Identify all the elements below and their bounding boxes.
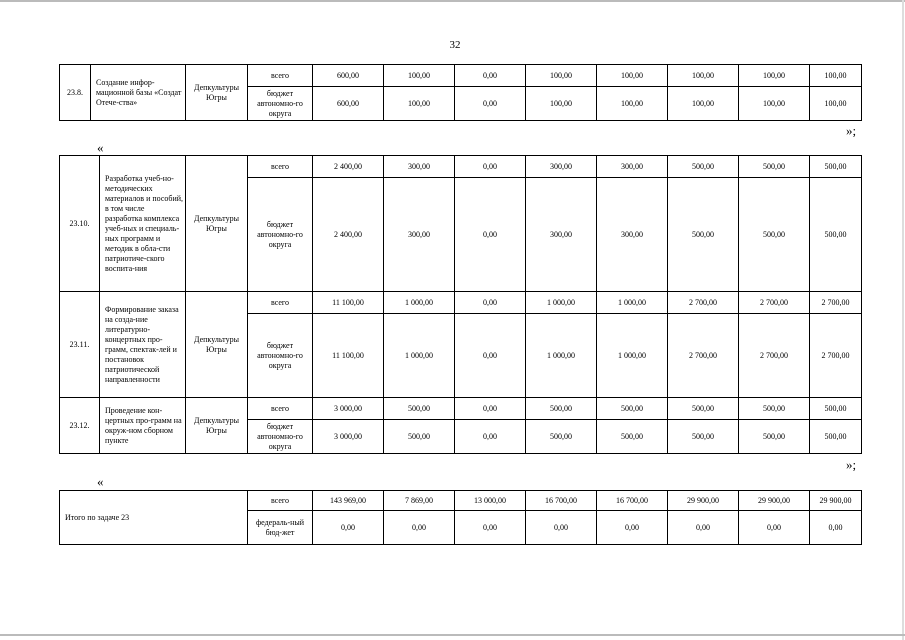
amount-cell: 100,00 <box>810 65 862 87</box>
executor-name: Депкультуры Югры <box>186 398 248 454</box>
amount-cell: 500,00 <box>526 420 597 454</box>
funding-source: всего <box>248 292 313 314</box>
amount-cell: 300,00 <box>526 178 597 292</box>
amount-cell: 11 100,00 <box>313 292 384 314</box>
amount-cell: 2 700,00 <box>739 314 810 398</box>
table-row <box>60 65 862 87</box>
amount-cell: 2 400,00 <box>313 178 384 292</box>
table-row <box>60 491 862 511</box>
amount-cell: 500,00 <box>384 398 455 420</box>
amount-cell: 0,00 <box>739 511 810 545</box>
amount-cell: 16 700,00 <box>597 491 668 511</box>
amount-cell: 29 900,00 <box>739 491 810 511</box>
amount-cell: 0,00 <box>810 511 862 545</box>
amount-cell: 3 000,00 <box>313 398 384 420</box>
table-block-3 <box>59 490 862 545</box>
amount-cell: 500,00 <box>810 420 862 454</box>
opening-quote-2: « <box>97 474 104 489</box>
amount-cell: 0,00 <box>455 292 526 314</box>
amount-cell: 500,00 <box>597 420 668 454</box>
total-label: Итого по задаче 23 <box>60 491 248 545</box>
amount-cell: 100,00 <box>526 65 597 87</box>
row-number: 23.8. <box>60 65 91 121</box>
row-number: 23.11. <box>60 292 100 398</box>
funding-source: бюджет автономно-го округа <box>248 87 313 121</box>
amount-cell: 3 000,00 <box>313 420 384 454</box>
amount-cell: 500,00 <box>597 398 668 420</box>
amount-cell: 500,00 <box>810 156 862 178</box>
amount-cell: 1 000,00 <box>597 292 668 314</box>
amount-cell: 500,00 <box>739 420 810 454</box>
opening-quote-1: « <box>97 140 104 155</box>
table-block-1 <box>59 64 862 121</box>
amount-cell: 0,00 <box>455 87 526 121</box>
table-row <box>60 398 862 420</box>
amount-cell: 100,00 <box>526 87 597 121</box>
funding-source: федераль-ный бюд-жет <box>248 511 313 545</box>
amount-cell: 1 000,00 <box>597 314 668 398</box>
amount-cell: 0,00 <box>597 511 668 545</box>
amount-cell: 600,00 <box>313 87 384 121</box>
closing-quote-2: »; <box>846 457 857 472</box>
amount-cell: 0,00 <box>455 314 526 398</box>
amount-cell: 1 000,00 <box>526 292 597 314</box>
activity-name: Проведение кон-цертных про-грамм на окруж-ном сборном пункте <box>100 398 186 454</box>
amount-cell: 1 000,00 <box>384 314 455 398</box>
amount-cell: 100,00 <box>384 87 455 121</box>
table-block-2 <box>59 155 862 454</box>
amount-cell: 300,00 <box>384 178 455 292</box>
amount-cell: 100,00 <box>597 87 668 121</box>
amount-cell: 0,00 <box>526 511 597 545</box>
amount-cell: 2 700,00 <box>739 292 810 314</box>
executor-name: Депкультуры Югры <box>186 156 248 292</box>
amount-cell: 500,00 <box>739 178 810 292</box>
amount-cell: 500,00 <box>384 420 455 454</box>
amount-cell: 0,00 <box>455 156 526 178</box>
amount-cell: 500,00 <box>739 398 810 420</box>
amount-cell: 100,00 <box>597 65 668 87</box>
amount-cell: 2 700,00 <box>810 292 862 314</box>
amount-cell: 0,00 <box>384 511 455 545</box>
amount-cell: 100,00 <box>668 87 739 121</box>
table-row <box>60 156 862 178</box>
amount-cell: 0,00 <box>455 511 526 545</box>
amount-cell: 300,00 <box>597 178 668 292</box>
amount-cell: 500,00 <box>526 398 597 420</box>
amount-cell: 0,00 <box>313 511 384 545</box>
amount-cell: 29 900,00 <box>668 491 739 511</box>
activity-name: Разработка учеб-но-методических материалов и пособий, в том числе разработка комплекса учеб-ных и специаль-ных программ и методик в обла-сти патриотиче-ского воспита-ния <box>100 156 186 292</box>
funding-source: бюджет автономно-го округа <box>248 314 313 398</box>
activity-name: Создание инфор-мационной базы «Создат Отече-ства» <box>91 65 186 121</box>
amount-cell: 1 000,00 <box>384 292 455 314</box>
funding-source: бюджет автономно-го округа <box>248 420 313 454</box>
amount-cell: 100,00 <box>739 87 810 121</box>
amount-cell: 7 869,00 <box>384 491 455 511</box>
amount-cell: 100,00 <box>384 65 455 87</box>
amount-cell: 1 000,00 <box>526 314 597 398</box>
amount-cell: 300,00 <box>384 156 455 178</box>
funding-source: бюджет автономно-го округа <box>248 178 313 292</box>
table-row <box>60 292 862 314</box>
amount-cell: 0,00 <box>455 398 526 420</box>
amount-cell: 0,00 <box>455 420 526 454</box>
amount-cell: 500,00 <box>668 420 739 454</box>
amount-cell: 2 700,00 <box>810 314 862 398</box>
amount-cell: 500,00 <box>810 398 862 420</box>
amount-cell: 0,00 <box>668 511 739 545</box>
amount-cell: 500,00 <box>668 178 739 292</box>
closing-quote-1: »; <box>846 123 857 138</box>
amount-cell: 2 700,00 <box>668 314 739 398</box>
activity-name: Формирование заказа на созда-ние литературно-концертных про-грамм, спектак-лей и постановок патриотической направленности <box>100 292 186 398</box>
amount-cell: 600,00 <box>313 65 384 87</box>
amount-cell: 500,00 <box>810 178 862 292</box>
amount-cell: 2 400,00 <box>313 156 384 178</box>
amount-cell: 100,00 <box>739 65 810 87</box>
executor-name: Депкультуры Югры <box>186 65 248 121</box>
amount-cell: 13 000,00 <box>455 491 526 511</box>
row-number: 23.12. <box>60 398 100 454</box>
page-number: 32 <box>449 39 461 51</box>
scan-edge-top <box>0 0 905 2</box>
scan-edge-bottom <box>0 634 905 636</box>
amount-cell: 11 100,00 <box>313 314 384 398</box>
funding-source: всего <box>248 398 313 420</box>
amount-cell: 500,00 <box>668 156 739 178</box>
row-number: 23.10. <box>60 156 100 292</box>
amount-cell: 0,00 <box>455 178 526 292</box>
scan-edge-right <box>902 0 904 640</box>
amount-cell: 143 969,00 <box>313 491 384 511</box>
executor-name: Депкультуры Югры <box>186 292 248 398</box>
amount-cell: 29 900,00 <box>810 491 862 511</box>
amount-cell: 2 700,00 <box>668 292 739 314</box>
amount-cell: 500,00 <box>739 156 810 178</box>
amount-cell: 300,00 <box>597 156 668 178</box>
amount-cell: 100,00 <box>810 87 862 121</box>
amount-cell: 100,00 <box>668 65 739 87</box>
amount-cell: 16 700,00 <box>526 491 597 511</box>
funding-source: всего <box>248 65 313 87</box>
funding-source: всего <box>248 491 313 511</box>
amount-cell: 500,00 <box>668 398 739 420</box>
amount-cell: 0,00 <box>455 65 526 87</box>
amount-cell: 300,00 <box>526 156 597 178</box>
funding-source: всего <box>248 156 313 178</box>
